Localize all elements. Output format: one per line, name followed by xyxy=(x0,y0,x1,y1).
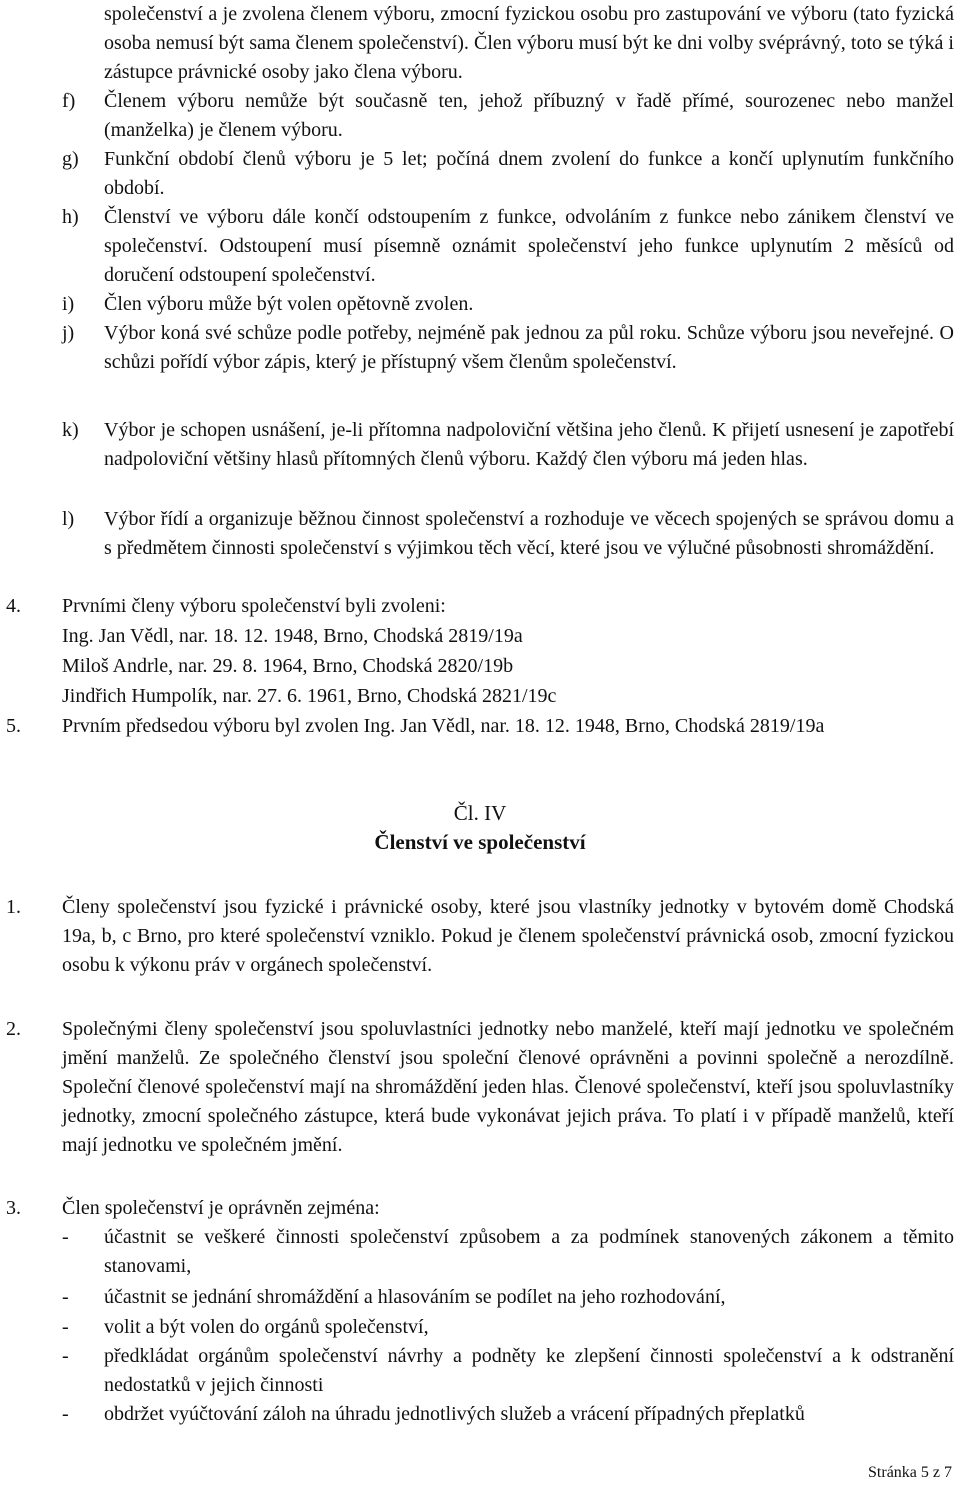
item-label: 3. xyxy=(6,1197,21,1219)
committee-item-k xyxy=(0,416,960,474)
committee-item-f xyxy=(0,87,960,145)
item-label: i) xyxy=(62,293,75,315)
right-text: předkládat orgánům společenství návrhy a podněty ke zlepšení činnosti společenství a k odstranění nedostatků v jejich činnosti xyxy=(104,1345,954,1396)
item-text: Funkční období členů výboru je 5 let; počíná dnem zvolení do funkce a končí uplynutím funkčního období. xyxy=(104,148,954,199)
item-label: h) xyxy=(62,206,79,228)
article-item-3 xyxy=(0,1194,960,1223)
item-label: k) xyxy=(62,419,79,441)
dash-label: - xyxy=(62,1345,69,1367)
item-text: Výbor řídí a organizuje běžnou činnost společenství a rozhoduje ve věcech spojených se správou domu a s předmětem činnosti společenství s výjimkou těch věcí, které jsou ve výlučné působnosti shromáždění. xyxy=(104,508,954,559)
page-number: Stránka 5 z 7 xyxy=(868,1464,952,1481)
dash-label: - xyxy=(62,1403,69,1425)
committee-member: Jindřich Humpolík, nar. 27. 6. 1961, Brno, Chodská 2821/19c xyxy=(62,685,557,707)
right-text: obdržet vyúčtování záloh na úhradu jednotlivých služeb a vrácení případných přeplatků xyxy=(104,1403,805,1425)
committee-item-j xyxy=(0,319,960,377)
committee-item-l xyxy=(0,505,960,563)
committee-item-h xyxy=(0,203,960,290)
item-label: g) xyxy=(62,148,79,170)
item-text: Členství ve výboru dále končí odstoupením z funkce, odvoláním z funkce nebo zánikem členství ve společenství. Odstoupení musí písemně oznámit společenství jeho funkce uplynutím 2 měsíců od doručení odstoupení společenství. xyxy=(104,206,954,286)
item-text: Člen společenství je oprávněn zejména: xyxy=(62,1197,380,1219)
right-text: volit a být volen do orgánů společenství, xyxy=(104,1316,429,1338)
point-text: Prvním předsedou výboru byl zvolen Ing. Jan Vědl, nar. 18. 12. 1948, Brno, Chodská 2819/19a xyxy=(62,715,825,737)
committee-member: Miloš Andrle, nar. 29. 8. 1964, Brno, Chodská 2820/19b xyxy=(62,655,514,677)
right-text: účastnit se veškeré činnosti společenství způsobem a za podmínek stanovených zákonem a těmito stanovami, xyxy=(104,1226,954,1277)
right-text: účastnit se jednání shromáždění a hlasováním se podílet na jeho rozhodování, xyxy=(104,1286,726,1308)
right-item xyxy=(0,1400,960,1429)
item-label: f) xyxy=(62,90,76,112)
article-title: Členství ve společenství xyxy=(374,830,586,854)
point-label: 4. xyxy=(6,595,21,617)
point-4 xyxy=(0,592,960,621)
right-item xyxy=(0,1342,960,1400)
item-text: Členem výboru nemůže být současně ten, jehož příbuzný v řadě přímé, sourozenec nebo manžel (manželka) je členem výboru. xyxy=(104,90,954,141)
item-label: j) xyxy=(62,322,75,344)
right-item xyxy=(0,1313,960,1342)
right-item xyxy=(0,1283,960,1312)
paragraph-text: společenství a je zvolena členem výboru, zmocní fyzickou osobu pro zastupování ve výboru (tato fyzická osoba nemusí být sama členem společenství). Člen výboru musí být ke dni volby svéprávný, toto se týká i zástupce právnické osoby jako člena výboru. xyxy=(104,3,954,83)
dash-label: - xyxy=(62,1226,69,1248)
item-label: 2. xyxy=(6,1018,21,1040)
committee-item-i xyxy=(0,290,960,319)
point-text: Prvními členy výboru společenství byli zvoleni: xyxy=(62,595,446,617)
dash-label: - xyxy=(62,1316,69,1338)
point-5 xyxy=(0,712,960,741)
article-item-1 xyxy=(0,893,960,980)
dash-label: - xyxy=(62,1286,69,1308)
committee-item-g xyxy=(0,145,960,203)
item-label: 1. xyxy=(6,896,21,918)
article-number: Čl. IV xyxy=(453,801,507,825)
item-text: Člen výboru může být volen opětovně zvolen. xyxy=(104,293,474,315)
item-text: Výbor je schopen usnášení, je-li přítomna nadpoloviční většina jeho členů. K přijetí usnesení je zapotřebí nadpoloviční většiny hlasů přítomných členů výboru. Každý člen výboru má jeden hlas. xyxy=(104,419,954,470)
right-item xyxy=(0,1223,960,1281)
item-text: Výbor koná své schůze podle potřeby, nejméně pak jednou za půl roku. Schůze výboru jsou neveřejné. O schůzi pořídí výbor zápis, který je přístupný všem členům společenství. xyxy=(104,322,954,373)
item-text: Členy společenství jsou fyzické i právnické osoby, které jsou vlastníky jednotky v bytovém domě Chodská 19a, b, c Brno, pro které společenství vzniklo. Pokud je členem společenství právnická osob, zmocní fyzickou osobu k výkonu práv v orgánech společenství. xyxy=(62,896,954,976)
point-label: 5. xyxy=(6,715,21,737)
committee-member: Ing. Jan Vědl, nar. 18. 12. 1948, Brno, Chodská 2819/19a xyxy=(62,625,523,647)
item-text: Společnými členy společenství jsou spoluvlastníci jednotky nebo manželé, kteří mají jednotku ve společném jmění manželů. Ze společného členství jsou společní členové oprávněni a povinni společně a nerozdílně. Společní členové společenství mají na shromáždění jeden hlas. Členové společenství, kteří jsou spoluvlastníky jednotky, zmocní společného zástupce, která bude vykonávat jejich práva. To platí i v případě manželů, kteří mají jednotku ve společném jmění. xyxy=(62,1018,954,1156)
item-label: l) xyxy=(62,508,75,530)
article-item-2 xyxy=(0,1015,960,1160)
continuation-paragraph xyxy=(0,0,960,87)
